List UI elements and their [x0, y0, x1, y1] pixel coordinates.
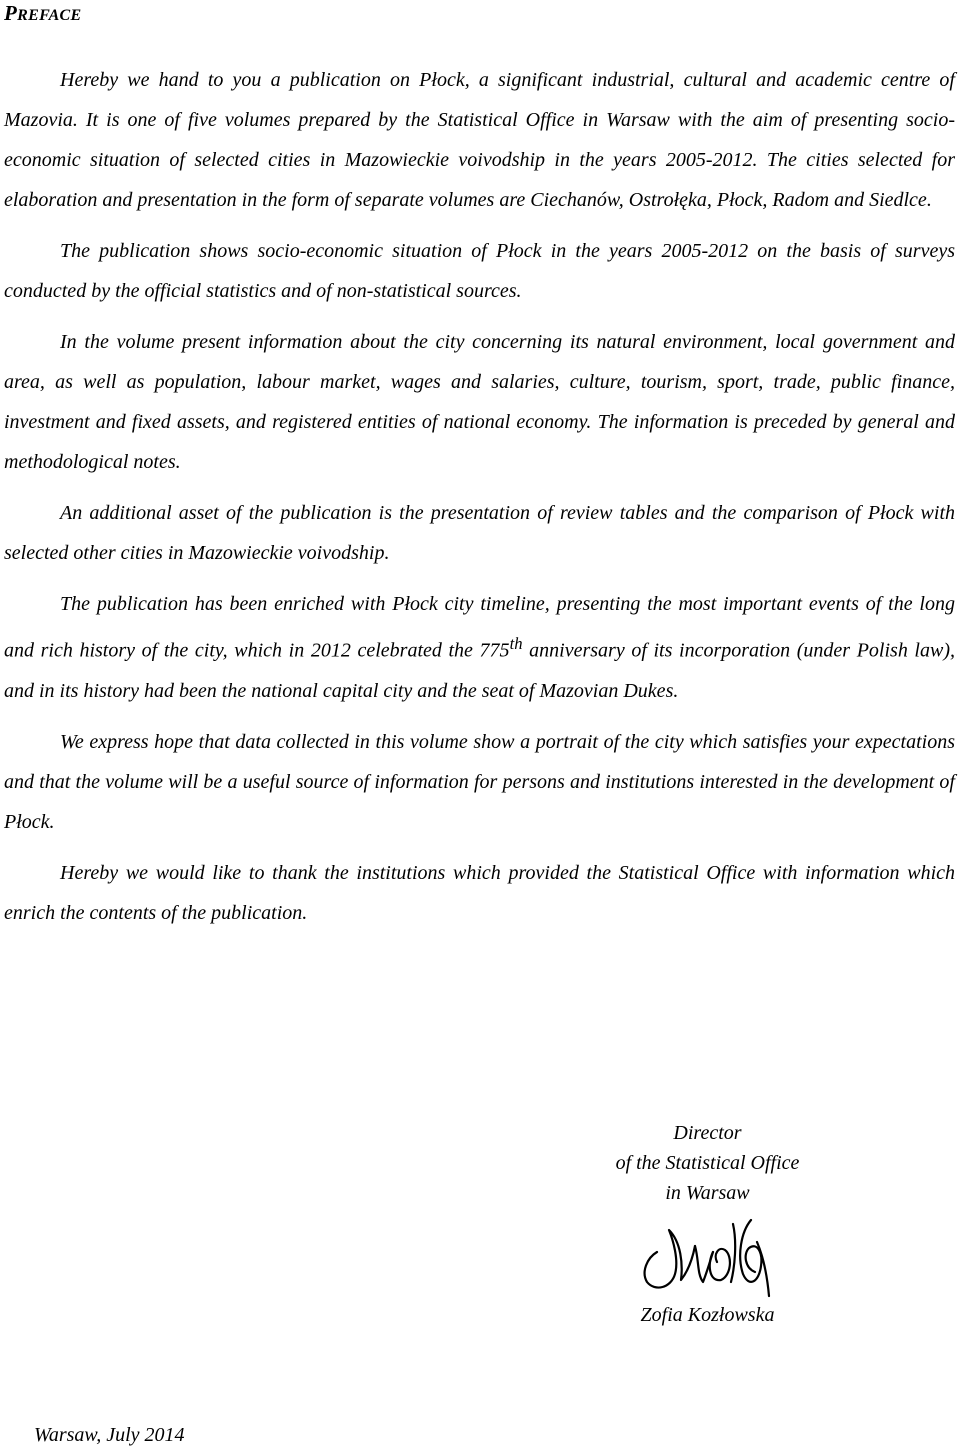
paragraph-contents: In the volume present information about the city concerning its natural environment, local government and area, as well as population, labour market, wages and salaries, culture, tourism, sport, trade, public finance, investment and fixed assets, and registered entities of national economy. The information is preceded by general and methodological notes.: [4, 331, 955, 473]
paragraph-scope: The publication shows socio-economic situation of Płock in the years 2005-2012 on the basis of surveys conducted by the official statistics and of non-statistical sources.: [4, 240, 955, 302]
place-and-date: Warsaw, July 2014: [34, 1424, 185, 1446]
preface-body: [4, 60, 955, 944]
signature-block: [560, 1118, 855, 1330]
timeline-text-before: The publication has been enriched with Płock city timeline, presenting the most important events of the long and rich history of the city, which in 2012 celebrated the 775: [4, 593, 955, 662]
paragraph-intro: Hereby we hand to you a publication on Płock, a significant industrial, cultural and academic centre of Mazovia. It is one of five volumes prepared by the Statistical Office in Warsaw with the aim of presenting socio-economic situation of selected cities in Mazowieckie voivodship in the years 2005-2012. The cities selected for elaboration and presentation in the form of separate volumes are Ciechanów, Ostrołęka, Płock, Radom and Siedlce.: [4, 69, 955, 211]
heading-initial: P: [4, 1, 18, 25]
paragraph-hope: We express hope that data collected in this volume show a portrait of the city which satisfies your expectations and that the volume will be a useful source of information for persons and institutions interested in the development of Płock.: [4, 730, 955, 833]
timeline-text-after: anniversary of its incorporation (under Polish law), and in its history had been the national capital city and the seat of Mazovian Dukes.: [4, 639, 955, 702]
heading-rest: REFACE: [17, 7, 82, 24]
signatory-title-line2: of the Statistical Office: [615, 1152, 800, 1174]
paragraph-thanks: Hereby we would like to thank the institutions which provided the Statistical Office with information which enrich the contents of the publication.: [4, 861, 955, 924]
signatory-title-line1: Director: [673, 1122, 742, 1144]
signatory-name: Zofia Kozłowska: [640, 1304, 775, 1326]
preface-heading: [4, 0, 82, 29]
paragraph-timeline: [4, 584, 955, 711]
ordinal-suffix: th: [509, 634, 523, 653]
handwritten-signature: [633, 1212, 783, 1298]
signatory-title-line3: in Warsaw: [665, 1182, 750, 1204]
paragraph-review-tables: An additional asset of the publication is the presentation of review tables and the comparison of Płock with selected other cities in Mazowieckie voivodship.: [4, 502, 955, 564]
